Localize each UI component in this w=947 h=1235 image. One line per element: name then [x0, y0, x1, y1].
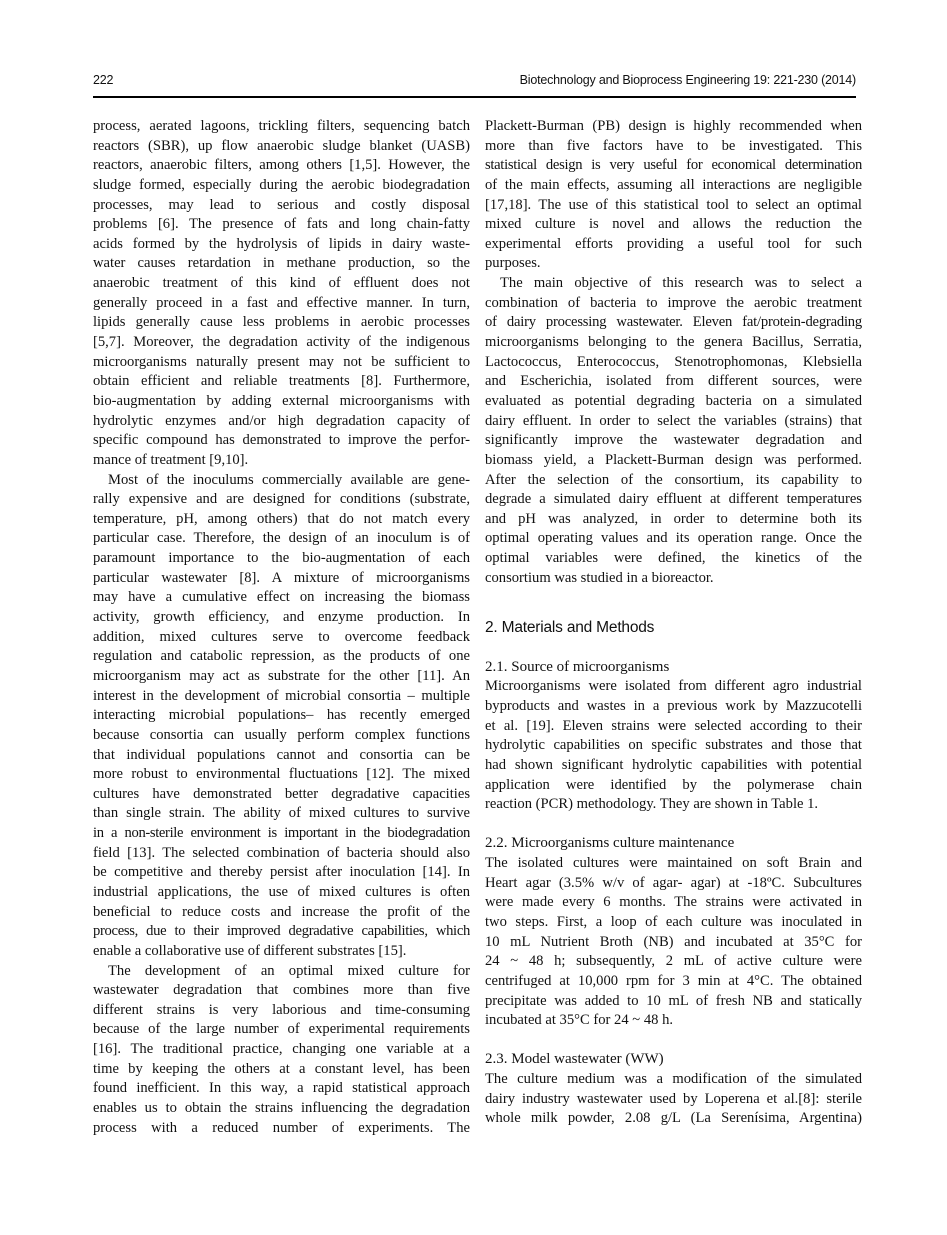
text-line: were made every 6 months. The strains were activated in [485, 894, 862, 911]
text-line: of dairy processing wastewater. Eleven fat/protein-degrading [485, 314, 862, 331]
text-line: evaluated as potential degrading bacteria on a simulated [485, 392, 862, 409]
spacer [485, 1031, 862, 1051]
text-line: wastewater degradation that combines more than five [93, 982, 470, 999]
text-line: than single strain. The ability of mixed cultures to survive [93, 805, 470, 822]
text-line: dairy industry wastewater used by Loperena et al.[8]: sterile [485, 1090, 862, 1107]
text-line: rally expensive and are designed for conditions (substrate, [93, 491, 470, 508]
text-line: After the selection of the consortium, its capability to [485, 471, 862, 488]
spacer [485, 588, 862, 608]
paragraph-start: The development of an optimal mixed culture for [108, 962, 470, 979]
text-line: time by keeping the others at a constant level, has been [93, 1060, 470, 1077]
text-line: acids formed by the hydrolysis of lipids in dairy waste- [93, 235, 470, 252]
subsection-heading: 2.3. Model wastewater (WW) [485, 1051, 664, 1068]
text-line: specific compound has demonstrated to improve the perfor- [93, 432, 470, 449]
paragraph-start: The main objective of this research was to select a [500, 275, 862, 292]
text-line: field [13]. The selected combination of bacteria should also [93, 844, 470, 861]
text-line: two steps. First, a loop of each culture was inoculated in [485, 913, 862, 930]
text-line: be competitive and thereby persist after inoculation [14]. In [93, 864, 470, 881]
text-line: may have a cumulative effect on increasing the biomass [93, 589, 470, 606]
text-line: beneficial to reduce costs and increase the profit of the [93, 903, 470, 920]
text-line: combination of bacteria to improve the aerobic treatment [485, 294, 862, 311]
text-line: particular case. Therefore, the design of an inoculum is of [93, 530, 470, 547]
text-line: incubated at 35°C for 24 ~ 48 h. [485, 1012, 674, 1029]
text-line: application were identified by the polymerase chain [485, 776, 862, 793]
text-line: regulation and catabolic repression, as the products of one [93, 648, 470, 665]
text-line: Lactococcus, Enterococcus, Stenotrophomonas, Klebsiella [485, 353, 862, 370]
text-line: of the main effects, assuming all interactions are negligible [485, 176, 862, 193]
text-line: dairy effluent. In order to select the variables (strains) that [485, 412, 862, 429]
text-line: et al. [19]. Eleven strains were selected according to their [485, 717, 862, 734]
text-line: problems [6]. The presence of fats and long chain-fatty [93, 216, 470, 233]
text-line: processes, may lead to serious and costly disposal [93, 196, 470, 213]
text-line: centrifuged at 10,000 rpm for 3 min at 4°C. The obtained [485, 972, 862, 989]
text-line: Microorganisms were isolated from different agro industrial [485, 678, 862, 695]
text-line: water causes retardation in methane production, so the [93, 255, 470, 272]
text-line: reactors (SBR), up flow anaerobic sludge blanket (UASB) [93, 137, 470, 154]
text-line: Plackett-Burman (PB) design is highly recommended when [485, 118, 862, 134]
text-line: statistical design is very useful for economical determination [485, 157, 862, 174]
text-line: whole milk powder, 2.08 g/L (La Serenísima, Argentina) [485, 1110, 862, 1127]
text-line: 24 ~ 48 h; subsequently, 2 mL of active culture were [485, 953, 862, 970]
text-line: mixed culture is novel and allows the reduction the [485, 216, 862, 233]
text-line: more than five factors have to be investigated. This [485, 137, 862, 154]
text-line: [16]. The traditional practice, changing one variable at a [93, 1041, 470, 1058]
text-line: significantly improve the wastewater degradation and [485, 432, 862, 449]
left-column [93, 117, 470, 1138]
text-line: had shown significant hydrolytic capabilities with potential [485, 756, 862, 773]
text-line: process with a reduced number of experiments. The [93, 1119, 470, 1136]
text-line: temperature, pH, among others) that do not match every [93, 510, 470, 527]
text-line: biomass yield, a Plackett-Burman design was performed. [485, 451, 862, 468]
text-line: anaerobic treatment of this kind of effluent does not [93, 275, 470, 292]
text-line: cultures have demonstrated better degradative capacities [93, 785, 470, 802]
text-line: and pH was analyzed, in order to determine both its [485, 510, 862, 527]
text-line: lipids generally cause less problems in aerobic processes [93, 314, 470, 331]
text-line: microorganisms naturally present may not be sufficient to [93, 353, 470, 370]
text-line: enables us to obtain the strains influencing the degradation [93, 1100, 470, 1117]
text-line: optimal operating values and its operation range. Once the [485, 530, 862, 547]
text-line: particular wastewater [8]. A mixture of microorganisms [93, 569, 470, 586]
text-line: in a non-sterile environment is important in the biodegradation [93, 825, 470, 842]
text-line: process, aerated lagoons, trickling filters, sequencing batch [93, 118, 470, 134]
text-line: [5,7]. Moreover, the degradation activity of the indigenous [93, 334, 470, 351]
text-line: consortium was studied in a bioreactor. [485, 569, 714, 586]
text-line: enable a collaborative use of different substrates [15]. [93, 942, 407, 959]
paragraph-start: Most of the inoculums commercially available are gene- [108, 471, 470, 488]
subsection-heading: 2.2. Microorganisms culture maintenance [485, 835, 735, 852]
text-line: addition, mixed cultures serve to overcome feedback [93, 628, 470, 645]
text-line: because of the large number of experimental requirements [93, 1021, 470, 1038]
text-line: obtain efficient and reliable treatments [8]. Furthermore, [93, 373, 470, 390]
text-line: reaction (PCR) methodology. They are shown in Table 1. [485, 796, 819, 813]
text-line: Heart agar (3.5% w/v of agar- agar) at -18ºC. Subcultures [485, 874, 862, 891]
text-line: 10 mL Nutrient Broth (NB) and incubated at 35°C for [485, 933, 862, 950]
text-line: interacting microbial populations– has recently emerged [93, 707, 470, 724]
subsection-heading: 2.1. Source of microorganisms [485, 658, 670, 675]
text-line: interest in the development of microbial consortia – multiple [93, 687, 470, 704]
text-line: The culture medium was a modification of the simulated [485, 1071, 862, 1088]
header-rule [93, 96, 856, 98]
text-line: degrade a simulated dairy effluent at different temperatures [485, 491, 862, 508]
text-line: hydrolytic enzymes and/or high degradation capacity of [93, 412, 470, 429]
text-line: industrial applications, the use of mixed cultures is often [93, 883, 470, 900]
text-line: more robust to environmental fluctuations [12]. The mixed [93, 766, 470, 783]
spacer [485, 638, 862, 658]
text-line: experimental efforts providing a useful tool for such [485, 235, 862, 252]
journal-header: Biotechnology and Bioprocess Engineering 19: 221-230 (2014) [519, 73, 856, 87]
text-line: microorganism may act as substrate for the other [11]. An [93, 667, 470, 684]
text-line: The isolated cultures were maintained on soft Brain and [485, 855, 862, 872]
text-line: process, due to their improved degradative capabilities, which [93, 923, 470, 940]
text-line: bio-augmentation by adding external microorganisms with [93, 392, 470, 409]
text-line: [17,18]. The use of this statistical tool to select an optimal [485, 196, 862, 213]
text-line: sludge formed, especially during the aerobic biodegradation [93, 176, 470, 193]
text-line: optimal variables were defined, the kinetics of the [485, 550, 862, 567]
text-line: found inefficient. In this way, a rapid statistical approach [93, 1080, 470, 1097]
text-line: and Escherichia, isolated from different sources, were [485, 373, 862, 390]
text-line: different strains is very laborious and time-consuming [93, 1001, 470, 1018]
right-column [485, 117, 862, 1129]
text-line: mance of treatment [9,10]. [93, 451, 249, 468]
text-line: because consortia can usually perform complex functions [93, 726, 470, 743]
spacer [485, 815, 862, 835]
text-line: precipitate was added to 10 mL of fresh NB and statically [485, 992, 862, 1009]
text-line: byproducts and wastes in a previous work by Mazzucotelli [485, 697, 862, 714]
text-line: reactors, anaerobic filters, among others [1,5]. However, the [93, 157, 470, 174]
text-line: activity, growth efficiency, and enzyme production. In [93, 609, 470, 626]
section-heading: 2. Materials and Methods [485, 619, 655, 637]
text-line: microorganisms belonging to the genera Bacillus, Serratia, [485, 334, 862, 351]
page-number: 222 [93, 73, 114, 87]
text-line: that individual populations cannot and consortia can be [93, 746, 470, 763]
text-line: paramount importance to the bio-augmentation of each [93, 550, 470, 567]
text-line: purposes. [485, 255, 541, 272]
text-line: generally proceed in a fast and effective manner. In turn, [93, 294, 470, 311]
spacer [485, 608, 862, 617]
text-line: hydrolytic capabilities on specific substrates and those that [485, 737, 862, 754]
